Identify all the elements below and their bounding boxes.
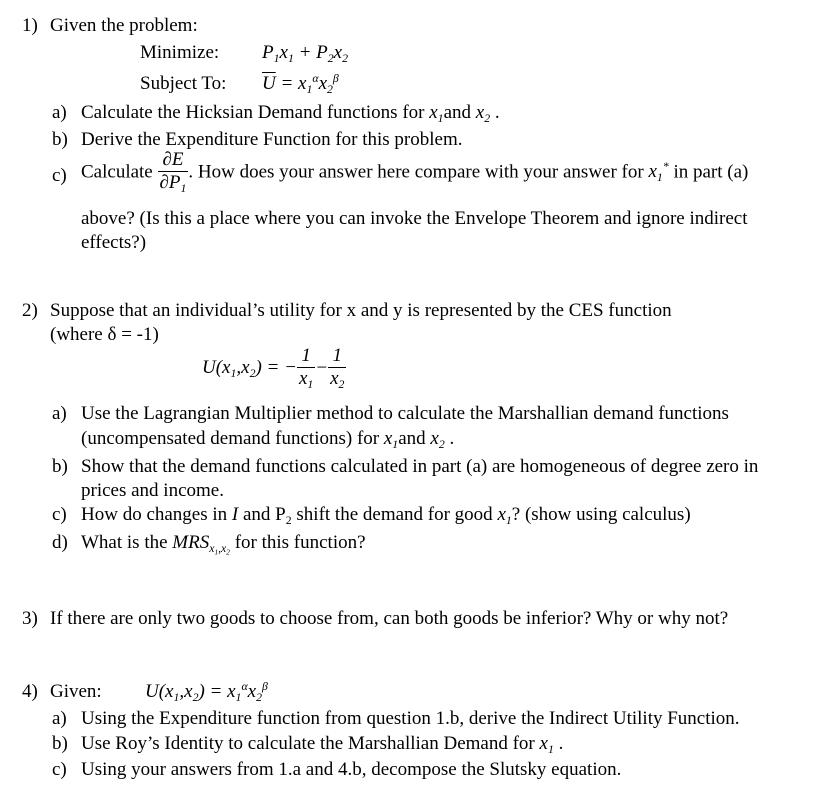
q1-c-mid: . How does your answer here compare with your answer for	[188, 161, 644, 183]
q2-utility-equation: $U(x_1,x_2)$ = − $\frac{1}{x_1}$ − $\frac{1}{x_2}$	[202, 345, 345, 391]
q1-c-label: c)	[52, 165, 67, 186]
q2-number: 2)	[22, 300, 38, 321]
q2-d-label: d)	[52, 532, 68, 553]
q2-b-line1: Show that the demand functions calculated in part (a) are homogeneous of degree zero in	[81, 456, 759, 477]
q1-c-line3: effects?)	[81, 232, 147, 253]
q2-d-item: What is the $MRS_{x_1,x_2}$ for this function?	[81, 532, 366, 557]
q1-c-item: Calculate $\frac{\partial E}{\partial P_1}$ . How does your answer here compare with your answer for $x_1^*$ in part (a)	[81, 149, 749, 195]
q2-c-post: ? (show using calculus)	[511, 504, 691, 525]
q1-subject-label: Subject To:	[140, 73, 227, 94]
q2-b-line2: prices and income.	[81, 480, 224, 501]
q1-b-label: b)	[52, 129, 68, 150]
q2-c-mid: shift the demand for good	[296, 504, 493, 525]
q4-a-label: a)	[52, 708, 67, 729]
q4-given: Given:	[50, 681, 102, 702]
q1-b-text: Derive the Expenditure Function for this problem.	[81, 129, 463, 150]
q4-a-text: Using the Expenditure function from question 1.b, derive the Indirect Utility Function.	[81, 708, 740, 729]
q1-c-post: in part (a)	[673, 161, 749, 183]
q2-d-pre: What is the	[81, 532, 168, 553]
q1-intro: Given the problem:	[50, 15, 198, 36]
q1-minimize-label: Minimize:	[140, 42, 220, 63]
q3-text: If there are only two goods to choose from, can both goods be inferior? Why or why not?	[50, 608, 729, 629]
q1-objective-equation: $P_1x_1 + P_2x_2$	[262, 42, 348, 66]
q1-a-item: Calculate the Hicksian Demand functions for $x_1and$ $x_2$ .	[81, 102, 500, 126]
q4-utility-equation: $U(x_1,x_2) = x_1^\alpha x_2^\beta$	[145, 679, 268, 705]
q4-b-label: b)	[52, 733, 68, 754]
q2-c-and: and P	[243, 504, 286, 525]
q1-constraint-equation: $\overline{U} = x_1^\alpha x_2^\beta$	[262, 71, 339, 97]
q2-c-pre: How do changes in	[81, 504, 228, 525]
q2-b-label: b)	[52, 456, 68, 477]
q1-number: 1)	[22, 15, 38, 36]
q1-c-derivative: $\frac{\partial E}{\partial P_1}$	[159, 149, 187, 195]
q2-a-line1: Use the Lagrangian Multiplier method to calculate the Marshallian demand functions	[81, 403, 729, 424]
q1-c-line2: above? (Is this a place where you can invoke the Envelope Theorem and ignore indirect	[81, 208, 748, 229]
q2-d-post: for this function?	[234, 532, 366, 553]
q2-a-item: (uncompensated demand functions) for $x_1and$ $x_2$ .	[81, 428, 455, 452]
q2-a-label: a)	[52, 403, 67, 424]
q4-number: 4)	[22, 681, 38, 702]
q2-line2: (where δ = -1)	[50, 324, 159, 345]
q2-a-line2: (uncompensated demand functions) for	[81, 428, 380, 449]
q4-c-label: c)	[52, 759, 67, 780]
q1-c-pre: Calculate	[81, 161, 153, 183]
q4-b-text: Use Roy’s Identity to calculate the Marshallian Demand for	[81, 733, 535, 754]
q2-c-income: I	[231, 504, 239, 525]
q4-b-item: Use Roy’s Identity to calculate the Marshallian Demand for $x_1$ .	[81, 733, 564, 757]
q4-c-text: Using your answers from 1.a and 4.b, decompose the Slutsky equation.	[81, 759, 622, 780]
q3-number: 3)	[22, 608, 38, 629]
q2-line1: Suppose that an individual’s utility for x and y is represented by the CES function	[50, 300, 672, 321]
q1-a-label: a)	[52, 102, 67, 123]
q2-c-label: c)	[52, 504, 67, 525]
q2-c-item: How do changes in I and $P_2$ shift the demand for good $x_1$? (show using calculus)	[81, 504, 691, 528]
q1-a-text: Calculate the Hicksian Demand functions for	[81, 102, 425, 123]
